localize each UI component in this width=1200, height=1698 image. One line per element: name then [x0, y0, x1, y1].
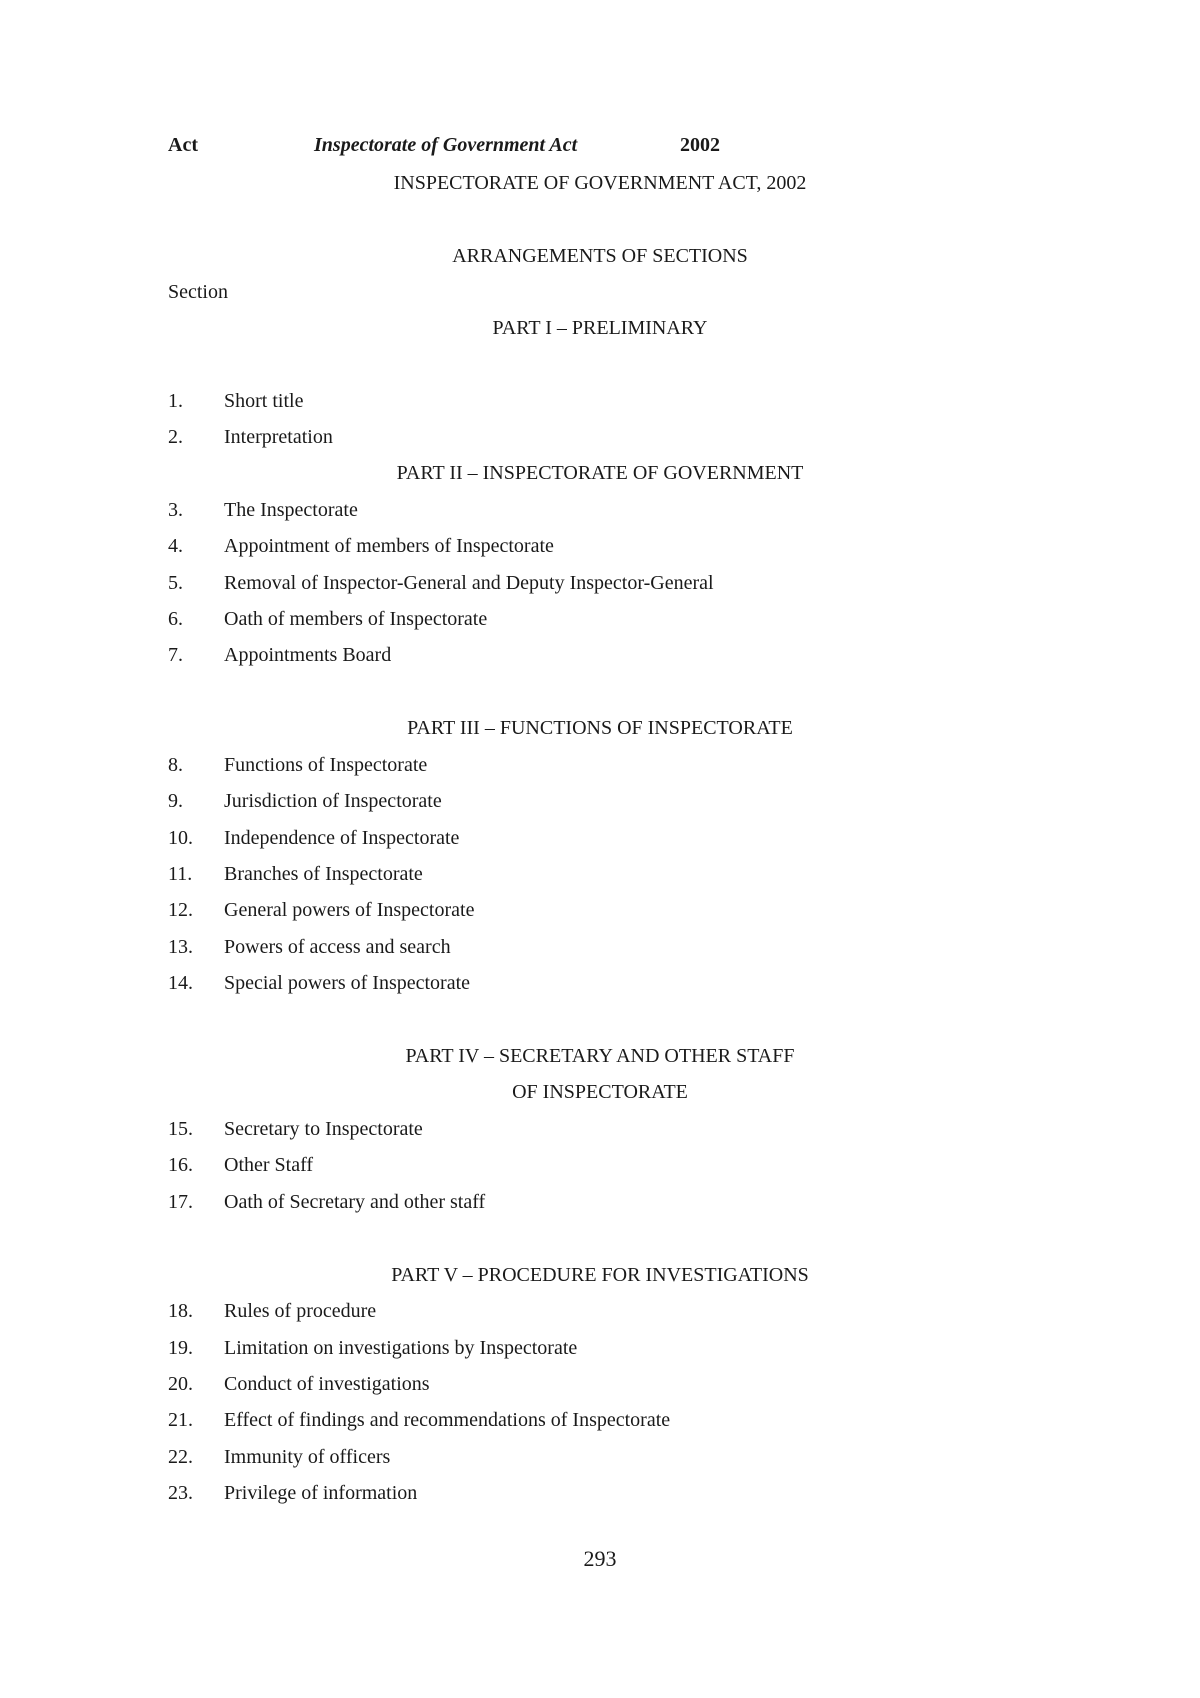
- section-title: Effect of findings and recommendations of Inspectorate: [224, 1409, 671, 1431]
- section-title: Rules of procedure: [224, 1300, 377, 1322]
- section-title: Interpretation: [224, 426, 333, 448]
- section-number: 10.: [168, 827, 193, 849]
- part-heading-text: PART IV – SECRETARY AND OTHER STAFF: [405, 1045, 795, 1067]
- section-number: 16.: [168, 1154, 193, 1176]
- section-number: 17.: [168, 1191, 193, 1213]
- section-number: 1.: [168, 390, 183, 412]
- section-title: The Inspectorate: [224, 499, 358, 521]
- section-number: 4.: [168, 535, 183, 557]
- section-number: 18.: [168, 1300, 193, 1322]
- section-title: Immunity of officers: [224, 1446, 391, 1468]
- arrangement-heading-text: ARRANGEMENTS OF SECTIONS: [452, 245, 748, 267]
- part-heading: [0, 462, 1200, 485]
- section-title: Branches of Inspectorate: [224, 863, 423, 885]
- section-title: Limitation on investigations by Inspectorate: [224, 1337, 578, 1359]
- section-title: Independence of Inspectorate: [224, 827, 460, 849]
- arrangement-heading: [0, 245, 1200, 268]
- section-title: Other Staff: [224, 1154, 314, 1176]
- section-column-label: Section: [168, 281, 228, 303]
- part-heading-text: PART II – INSPECTORATE OF GOVERNMENT: [396, 462, 804, 484]
- section-title: Appointments Board: [224, 644, 392, 666]
- part-heading: [0, 1264, 1200, 1287]
- section-number: 14.: [168, 972, 193, 994]
- section-number: 19.: [168, 1337, 193, 1359]
- running-head-year: 2002: [680, 134, 720, 156]
- section-title: Jurisdiction of Inspectorate: [224, 790, 442, 812]
- section-number: 11.: [168, 863, 193, 885]
- section-title: Appointment of members of Inspectorate: [224, 535, 554, 557]
- section-title: Conduct of investigations: [224, 1373, 430, 1395]
- part-heading: [0, 717, 1200, 740]
- section-number: 21.: [168, 1409, 193, 1431]
- running-head-title: Inspectorate of Government Act: [314, 134, 578, 156]
- part-heading-text: PART V – PROCEDURE FOR INVESTIGATIONS: [391, 1264, 809, 1286]
- part-heading-continued: [0, 1081, 1200, 1104]
- section-title: Privilege of information: [224, 1482, 418, 1504]
- part-heading-text: PART III – FUNCTIONS OF INSPECTORATE: [407, 717, 793, 739]
- section-title: Short title: [224, 390, 304, 412]
- section-number: 7.: [168, 644, 183, 666]
- section-title: Secretary to Inspectorate: [224, 1118, 423, 1140]
- page-number: 293: [583, 1546, 617, 1571]
- part-heading-text: PART I – PRELIMINARY: [492, 317, 708, 339]
- part-heading-text: OF INSPECTORATE: [512, 1081, 688, 1103]
- section-number: 20.: [168, 1373, 193, 1395]
- section-number: 8.: [168, 754, 183, 776]
- section-number: 5.: [168, 572, 183, 594]
- section-number: 9.: [168, 790, 183, 812]
- section-title: Oath of members of Inspectorate: [224, 608, 488, 630]
- section-number: 13.: [168, 936, 193, 958]
- section-title: General powers of Inspectorate: [224, 899, 475, 921]
- section-number: 6.: [168, 608, 183, 630]
- section-title: Oath of Secretary and other staff: [224, 1191, 486, 1213]
- part-heading: [0, 317, 1200, 340]
- running-head: [168, 134, 1068, 166]
- section-title: Removal of Inspector-General and Deputy Inspector-General: [224, 572, 714, 594]
- document-title-text: INSPECTORATE OF GOVERNMENT ACT, 2002: [393, 172, 807, 194]
- section-title: Special powers of Inspectorate: [224, 972, 471, 994]
- running-head-act: Act: [168, 134, 198, 156]
- section-number: 3.: [168, 499, 183, 521]
- section-number: 23.: [168, 1482, 193, 1504]
- section-number: 12.: [168, 899, 193, 921]
- section-number: 22.: [168, 1446, 193, 1468]
- section-number: 15.: [168, 1118, 193, 1140]
- section-title: Functions of Inspectorate: [224, 754, 428, 776]
- part-heading: [0, 1045, 1200, 1068]
- section-number: 2.: [168, 426, 183, 448]
- document-title: [0, 172, 1200, 195]
- section-title: Powers of access and search: [224, 936, 451, 958]
